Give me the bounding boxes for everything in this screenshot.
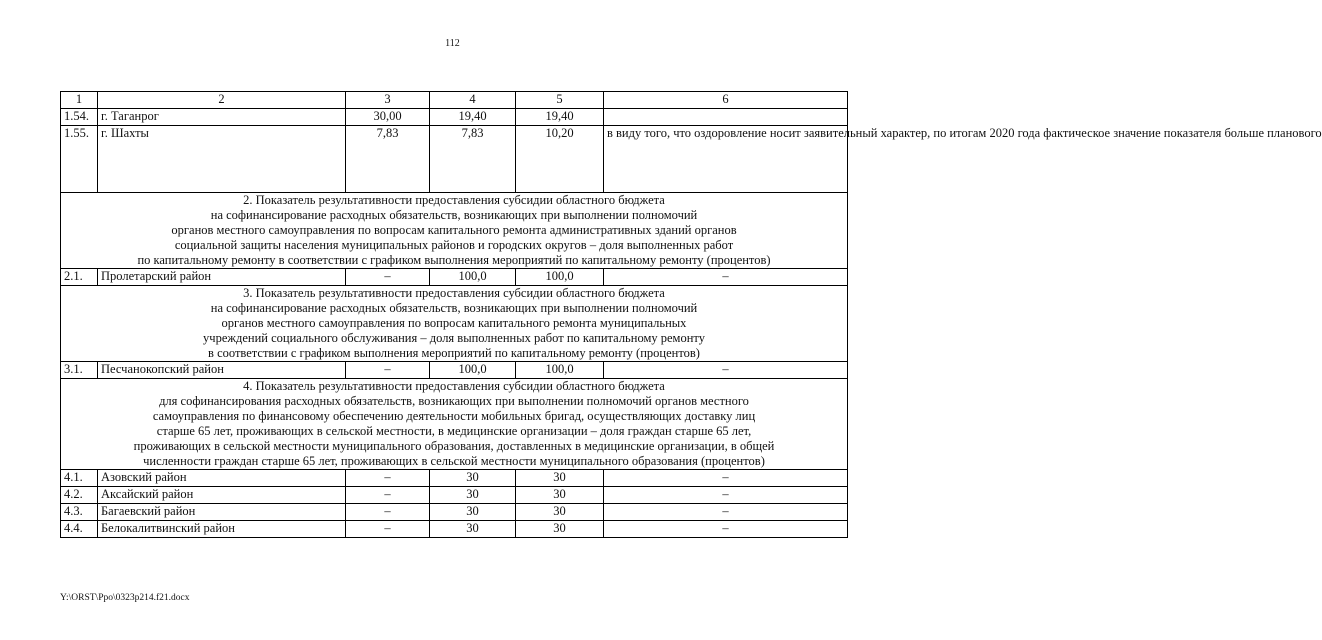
row-number: 1.55. (61, 126, 98, 193)
row-value-3: – (346, 521, 430, 538)
row-value-5: 100,0 (516, 362, 604, 379)
row-value-5: 100,0 (516, 269, 604, 286)
row-value-3: 30,00 (346, 109, 430, 126)
header-cell-4: 4 (430, 92, 516, 109)
row-value-5: 30 (516, 487, 604, 504)
section-heading-row (61, 193, 848, 269)
table-row (61, 470, 848, 487)
header-cell-2: 2 (98, 92, 346, 109)
row-name: Белокалитвинский район (98, 521, 346, 538)
table-row (61, 109, 848, 126)
row-value-4: 30 (430, 470, 516, 487)
section-3-line: в соответствии с графиком выполнения мероприятий по капитальному ремонту (процентов) (208, 346, 700, 360)
row-value-4: 30 (430, 521, 516, 538)
row-note: – (604, 269, 848, 286)
row-value-4: 19,40 (430, 109, 516, 126)
table-row (61, 521, 848, 538)
row-note: – (604, 504, 848, 521)
row-value-3: – (346, 269, 430, 286)
section-4-line: самоуправления по финансовому обеспечению деятельности мобильных бригад, осуществляющих доставку лиц (152, 409, 756, 423)
row-value-4: 7,83 (430, 126, 516, 193)
header-cell-6: 6 (604, 92, 848, 109)
header-cell-3: 3 (346, 92, 430, 109)
header-cell-1: 1 (61, 92, 98, 109)
section-2-heading (61, 193, 848, 269)
row-number: 3.1. (61, 362, 98, 379)
row-name: Аксайский район (98, 487, 346, 504)
row-value-5: 10,20 (516, 126, 604, 193)
row-number: 1.54. (61, 109, 98, 126)
row-value-4: 100,0 (430, 269, 516, 286)
section-2-line: 2. Показатель результативности предоставления субсидии областного бюджета (243, 193, 665, 207)
section-3-line: органов местного самоуправления по вопросам капитального ремонта муниципальных (221, 316, 687, 330)
row-number: 4.1. (61, 470, 98, 487)
row-value-4: 30 (430, 487, 516, 504)
row-note: – (604, 521, 848, 538)
row-value-3: – (346, 504, 430, 521)
row-number: 4.4. (61, 521, 98, 538)
row-note: – (604, 470, 848, 487)
section-2-line: органов местного самоуправления по вопросам капитального ремонта административных зданий органов (171, 223, 737, 237)
row-note: – (604, 362, 848, 379)
section-4-line: для софинансирования расходных обязательств, возникающих при выполнении полномочий органов местного (159, 394, 749, 408)
row-number: 2.1. (61, 269, 98, 286)
section-4-line: численности граждан старше 65 лет, проживающих в сельской местности муниципального образования (процентов) (143, 454, 765, 468)
table-row (61, 487, 848, 504)
section-4-line: проживающих в сельской местности муниципального образования, доставленных в медицинские организации, в общей (133, 439, 775, 453)
row-note (604, 109, 848, 126)
indicators-table (60, 91, 1322, 538)
row-value-4: 30 (430, 504, 516, 521)
table-row (61, 126, 848, 193)
section-4-line: старше 65 лет, проживающих в сельской местности, в медицинские организации – доля граждан старше 65 лет, (156, 424, 752, 438)
row-number: 4.3. (61, 504, 98, 521)
row-value-3: – (346, 487, 430, 504)
section-heading-row (61, 379, 848, 470)
section-2-line: по капитальному ремонту в соответствии с графиком выполнения мероприятий по капитальному ремонту (процентов) (137, 253, 771, 267)
header-row (61, 92, 848, 109)
row-value-3: 7,83 (346, 126, 430, 193)
row-value-3: – (346, 470, 430, 487)
row-name: Песчанокопский район (98, 362, 346, 379)
row-name: Азовский район (98, 470, 346, 487)
file-path-footer: Y:\ORST\Ppo\0323p214.f21.docx (60, 593, 190, 603)
row-value-5: 30 (516, 470, 604, 487)
row-value-4: 100,0 (430, 362, 516, 379)
row-value-5: 30 (516, 504, 604, 521)
row-name: г. Таганрог (98, 109, 346, 126)
section-2-line: на софинансирование расходных обязательств, возникающих при выполнении полномочий (210, 208, 698, 222)
section-3-heading (61, 286, 848, 362)
header-cell-5: 5 (516, 92, 604, 109)
row-value-5: 19,40 (516, 109, 604, 126)
row-name: Багаевский район (98, 504, 346, 521)
section-2-line: социальной защиты населения муниципальных районов и городских округов – доля выполненных работ (174, 238, 734, 252)
row-name: Пролетарский район (98, 269, 346, 286)
section-3-line: на софинансирование расходных обязательств, возникающих при выполнении полномочий (210, 301, 698, 315)
table-row (61, 362, 848, 379)
table-row (61, 504, 848, 521)
page-number: 112 (445, 38, 460, 49)
section-4-line: 4. Показатель результативности предоставления субсидии областного бюджета (243, 379, 665, 393)
row-value-5: 30 (516, 521, 604, 538)
section-3-line: учреждений социального обслуживания – доля выполненных работ по капитальному ремонту (203, 331, 705, 345)
section-4-heading (61, 379, 848, 470)
row-note: в виду того, что оздоровление носит заявительный характер, по итогам 2020 года фактическое значение показателя больше планового (604, 126, 848, 193)
table-row (61, 269, 848, 286)
row-number: 4.2. (61, 487, 98, 504)
row-name: г. Шахты (98, 126, 346, 193)
row-note: – (604, 487, 848, 504)
section-3-line: 3. Показатель результативности предоставления субсидии областного бюджета (243, 286, 665, 300)
section-heading-row (61, 286, 848, 362)
row-value-3: – (346, 362, 430, 379)
